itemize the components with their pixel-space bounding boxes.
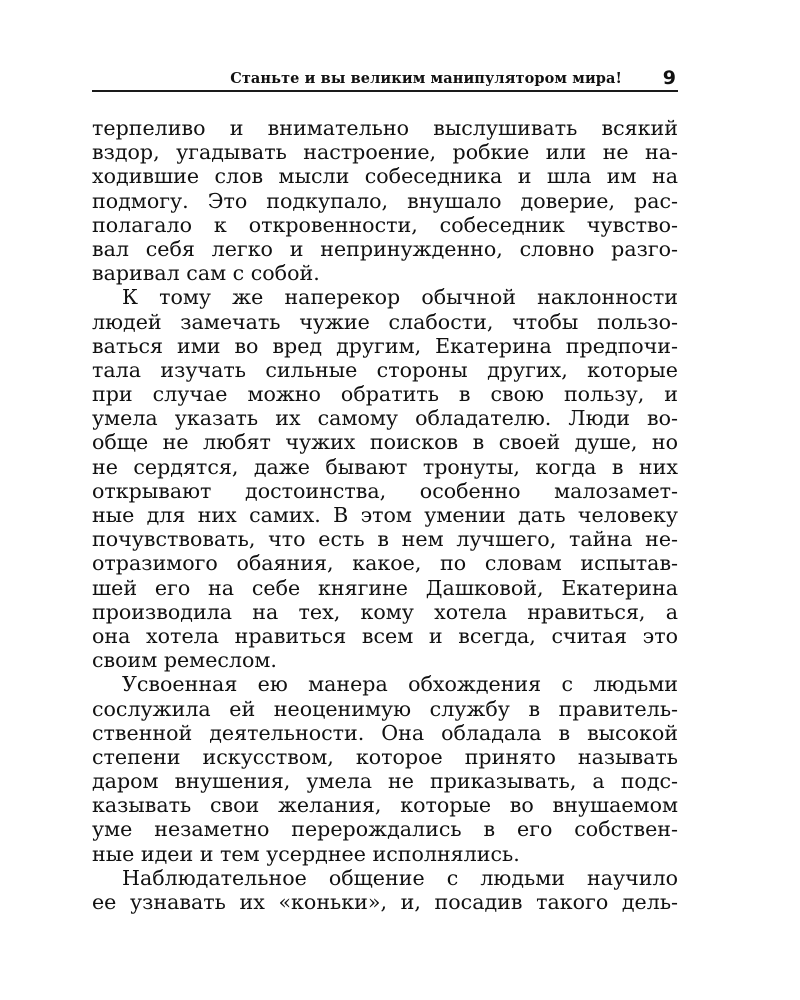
text-line: вал себя легко и непринужденно, словно разго- — [92, 236, 678, 261]
paragraph — [92, 285, 678, 672]
text-line: не сердятся, даже бывают тронуты, когда в них — [92, 454, 678, 479]
body-text — [92, 116, 678, 914]
text-line: ственной деятельности. Она обладала в высокой — [92, 720, 678, 745]
text-line: уме незаметно перерождались в его собствен- — [92, 817, 678, 842]
text-line: отразимого обаяния, какое, по словам испытав- — [92, 551, 678, 576]
text-line: ные для них самих. В этом умении дать человеку — [92, 503, 678, 527]
text-line: Наблюдательное общение с людьми научило — [122, 865, 678, 890]
text-line: полагало к откровенности, собеседник чувство- — [92, 212, 678, 237]
paragraph — [92, 672, 678, 866]
text-line: открывают достоинства, особенно малозамет- — [92, 478, 678, 503]
running-header — [92, 66, 678, 92]
text-line: степени искусством, которое принято называть — [92, 744, 678, 769]
text-line: ее узнавать их «коньки», и, посадив такого дель- — [92, 890, 678, 914]
text-line: умела указать их самому обладателю. Люди во- — [92, 406, 678, 431]
text-line: шей его на себе княгине Дашковой, Екатерина — [92, 575, 678, 600]
text-line: казывать свои желания, которые во внушаемом — [92, 793, 678, 818]
text-line: почувствовать, что есть в нем лучшего, тайна не- — [92, 527, 678, 552]
text-line: ходившие слов мысли собеседника и шла им на — [92, 164, 678, 189]
text-line: тала изучать сильные стороны других, которые — [92, 357, 678, 382]
text-line: она хотела нравиться всем и всегда, считая это — [92, 623, 678, 648]
paragraph — [92, 116, 678, 285]
text-line: своим ремеслом. — [92, 648, 277, 673]
text-line: производила на тех, кому хотела нравиться, а — [92, 599, 678, 624]
text-line: при случае можно обратить в свою пользу, и — [92, 382, 678, 407]
paragraph — [92, 866, 678, 914]
text-line: подмогу. Это подкупало, внушало доверие, рас- — [92, 188, 678, 213]
text-line: ные идеи и тем усерднее исполнялись. — [92, 841, 520, 866]
text-line: Усвоенная ею манера обхождения с людьми — [122, 672, 678, 697]
text-line: ваться ими во вред другим, Екатерина предпочи- — [92, 333, 678, 358]
running-title: Станьте и вы великим манипулятором мира! — [230, 70, 622, 87]
page-number: 9 — [662, 67, 676, 89]
text-line: варивал сам с собой. — [92, 261, 320, 286]
text-line: вздор, угадывать настроение, робкие или не на- — [92, 140, 678, 165]
text-line: терпеливо и внимательно выслушивать всякий — [92, 116, 678, 140]
text-line: людей замечать чужие слабости, чтобы пользо- — [92, 309, 678, 334]
text-line: сослужила ей неоценимую службу в правитель- — [92, 696, 678, 721]
text-line: обще не любят чужих поисков в своей душе, но — [92, 430, 678, 455]
text-line: даром внушения, умела не приказывать, а подс- — [92, 769, 678, 794]
text-line: К тому же наперекор обычной наклонности — [122, 285, 678, 310]
